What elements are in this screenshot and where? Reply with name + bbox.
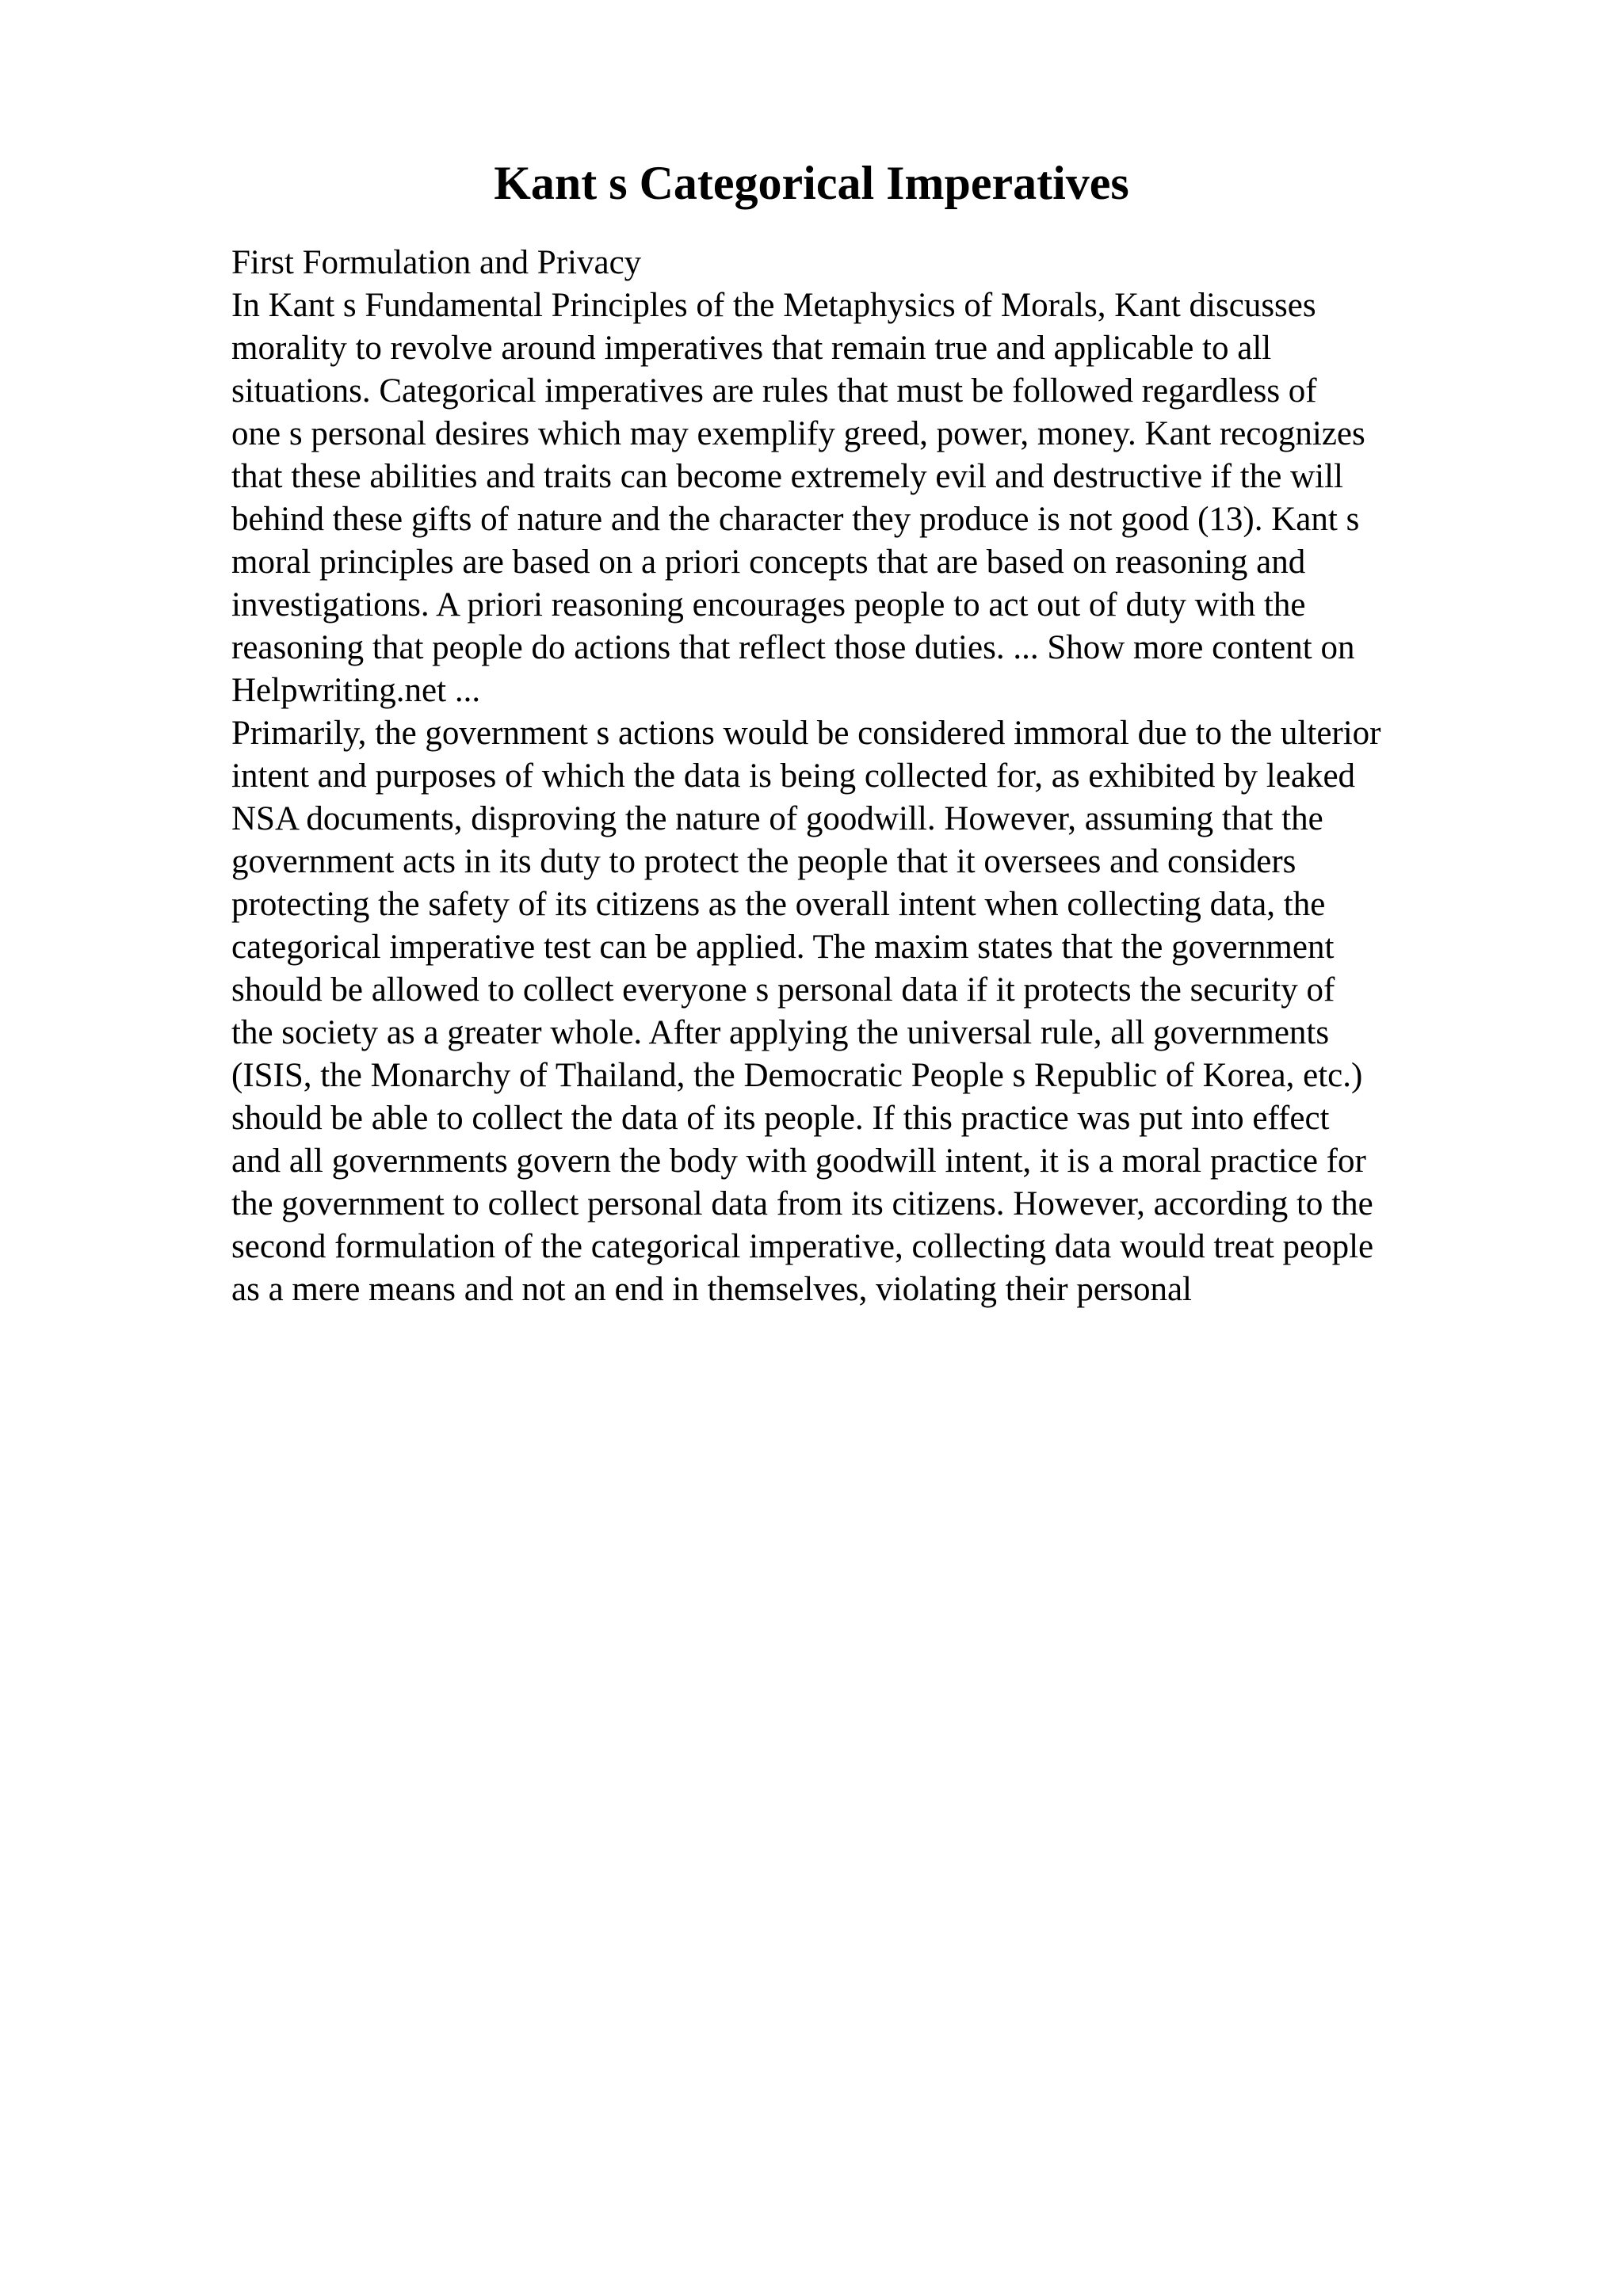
body-line: NSA documents, disproving the nature of goodwill. However, assuming that the <box>231 800 1323 837</box>
body-line-source: Helpwriting.net ... <box>231 672 481 709</box>
body-line: that these abilities and traits can become extremely evil and destructive if the will <box>231 458 1343 495</box>
body-line: should be able to collect the data of its people. If this practice was put into effect <box>231 1100 1330 1137</box>
body-line: and all governments govern the body with goodwill intent, it is a moral practice for <box>231 1142 1366 1180</box>
body-line: government acts in its duty to protect the people that it oversees and considers <box>231 843 1296 880</box>
body-line: situations. Categorical imperatives are rules that must be followed regardless of <box>231 372 1317 410</box>
body-line: one s personal desires which may exemplify greed, power, money. Kant recognizes <box>231 415 1365 452</box>
body-line: (ISIS, the Monarchy of Thailand, the Democratic People s Republic of Korea, etc.) <box>231 1057 1363 1094</box>
body-line: second formulation of the categorical imperative, collecting data would treat people <box>231 1228 1374 1265</box>
body-line: categorical imperative test can be applied. The maxim states that the government <box>231 929 1335 966</box>
document-body <box>231 242 1515 1311</box>
body-line: protecting the safety of its citizens as the overall intent when collecting data, the <box>231 886 1326 923</box>
body-line: the government to collect personal data from its citizens. However, according to the <box>231 1185 1373 1222</box>
body-line: investigations. A priori reasoning encourages people to act out of duty with the <box>231 586 1306 624</box>
body-line: moral principles are based on a priori concepts that are based on reasoning and <box>231 543 1306 581</box>
body-line-section-heading: First Formulation and Privacy <box>231 244 642 281</box>
body-line: behind these gifts of nature and the character they produce is not good (13). Kant s <box>231 501 1360 538</box>
body-line: the society as a greater whole. After applying the universal rule, all governments <box>231 1014 1330 1051</box>
body-line: In Kant s Fundamental Principles of the Metaphysics of Morals, Kant discusses <box>231 287 1316 324</box>
body-line: morality to revolve around imperatives that remain true and applicable to all <box>231 330 1272 367</box>
body-line: intent and purposes of which the data is being collected for, as exhibited by leaked <box>231 757 1356 795</box>
document-title: Kant s Categorical Imperatives <box>494 157 1129 209</box>
body-line-show-more: reasoning that people do actions that reflect those duties. ... Show more content on <box>231 629 1355 666</box>
body-line: Primarily, the government s actions would be considered immoral due to the ulterior <box>231 715 1381 752</box>
body-line: should be allowed to collect everyone s personal data if it protects the security of <box>231 971 1335 1009</box>
body-line: as a mere means and not an end in themselves, violating their personal <box>231 1271 1192 1308</box>
